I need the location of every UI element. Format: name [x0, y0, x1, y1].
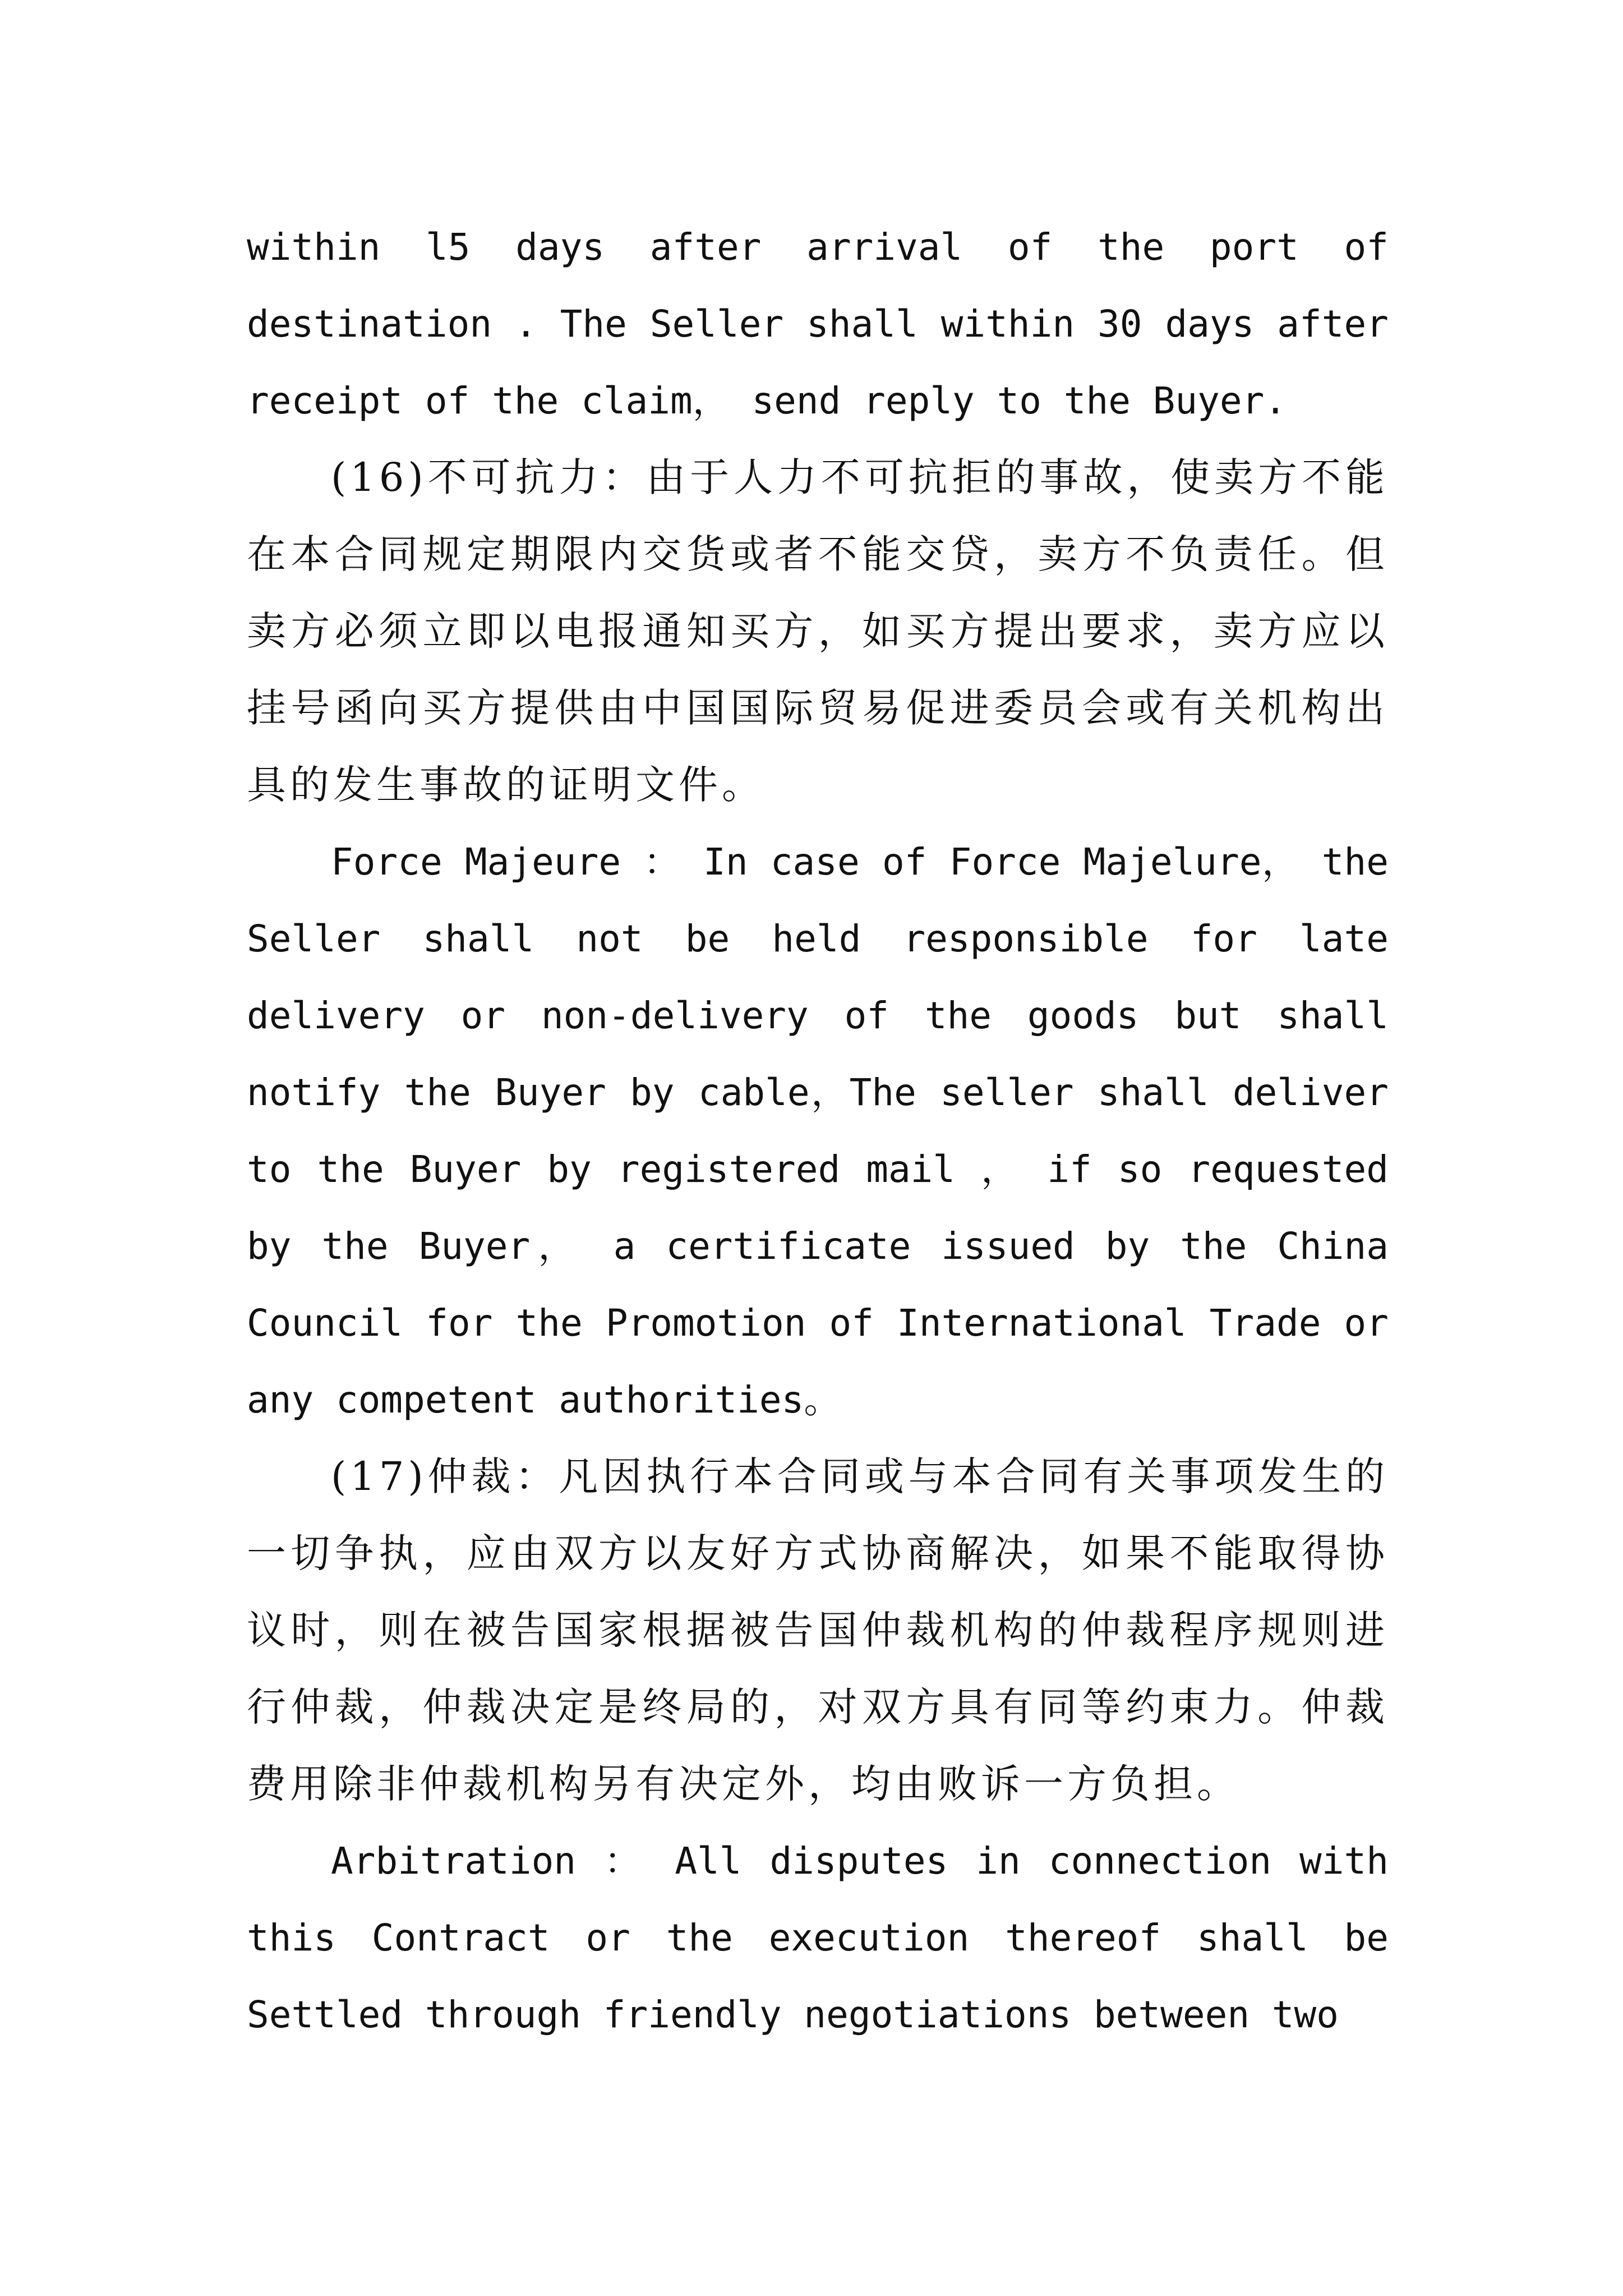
- paragraph-arbitration-cn: (17)仲裁：凡因执行本合同或与本合同有关事项发生的一切争执，应由双方以友好方式协商解决，如果不能取得协议时，则在被告国家根据被告国仲裁机构的仲裁程序规则进行仲裁，仲裁决定是终局的，对双方具有同等约束力。仲裁费用除非仲裁机构另有决定外，均由败诉一方负担。: [247, 1453, 1389, 1807]
- paragraph-arbitration-en: Arbitration ： All disputes in connection with this Contract or the execution thereof shall be Settled through friendly negotiations between two: [247, 1839, 1389, 2036]
- paragraph-force-majeure-en: Force Majeure ： In case of Force Majelure， the Seller shall not be held responsible for late delivery or non-delivery of the goods but shall notify the Buyer by cable，The seller shall deliver to the Buyer by registered mail ， if so requested by the Buyer， a certificate issued by the China Council for the Promotion of International Trade or any competent authorities。: [247, 840, 1389, 1421]
- paragraph-claim-reply-en: within l5 days after arrival of the port of destination . The Seller shall within 30 days after receipt of the claim， send reply to the Buyer.: [247, 226, 1389, 422]
- document-body: [247, 209, 1389, 2053]
- paragraph-force-majeure-cn: (16)不可抗力：由于人力不可抗拒的事故，使卖方不能在本合同规定期限内交货或者不能交贷，卖方不负责任。但卖方必须立即以电报通知买方，如买方提出要求，卖方应以挂号函向买方提供由中国国际贸易促进委员会或有关机构出具的发生事故的证明文件。: [247, 454, 1389, 808]
